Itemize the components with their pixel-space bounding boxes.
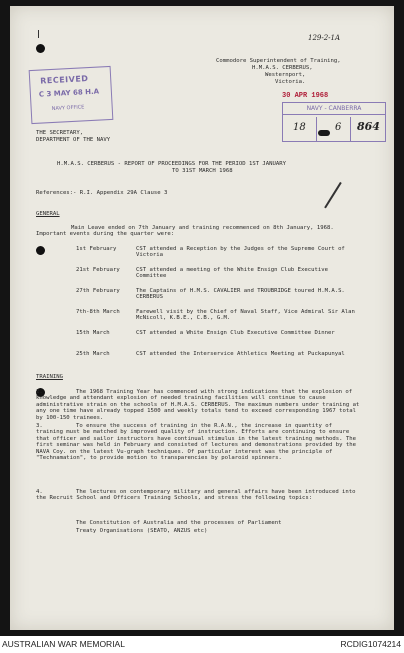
date-stamp: 30 APR 1968 [282,92,329,100]
event-text: The Captains of H.M.S. CAVALIER and TROUBRIDGE toured H.M.A.S. CERBERUS [136,288,345,301]
event-text: Farewell visit by the Chief of Naval Staff, Vice Admiral Sir Alan McNicoll, K.B.E., C.B., G.M. [136,309,355,322]
document-page [10,6,394,630]
navy-stamp-cell-2 [317,117,351,141]
received-stamp-date: C 3 MAY 68 H.A [38,87,100,99]
paragraph-number: 2. [36,389,43,395]
event-date: 15th March [76,330,110,336]
report-title-line-2: TO 31ST MARCH 1968 [172,168,233,174]
received-stamp [29,66,114,124]
received-stamp-word: RECEIVED [39,74,89,86]
addressee-line-3: Westernport, [265,72,306,78]
paragraph-number: 3. [36,423,43,429]
handwritten-slash [324,182,341,208]
event-text: CST attended a White Ensign Club Executive Committee Dinner [136,330,335,336]
footer-record-id: RCDIG1074214 [340,639,401,649]
paragraph-text: The 1968 Training Year has commenced with strong indications that the explosion of knowledge and attendant explosion of needed training facilities will continue to cause administrative strain on the schools of H.M.A.S. CERBERUS. The maximum numbers under training at any one time have already topped 1500 and weekly totals tend to exceed corresponding 1967 total by 100-150 trainees. [36,389,360,421]
punch-hole-top [36,44,45,53]
paragraph-text: To ensure the success of training in the R.A.N., the increase in quantity of training must be matched by improved quality of instruction. Efforts are continuing to ensure that officer and sailor instructors have continual stimulus in the latest training methods. The first seminar was held in February and consisted of lectures and demonstrations provided by the NAVA Coy. on the latest Vu-graph techniques. Of particular interest was the principle of "Technamation", to provide motion to transparencies by polaroid spinners. [36,423,356,462]
event-date: 7th-8th March [76,309,120,315]
navy-registry-stamp [282,102,386,142]
training-heading: TRAINING [36,374,63,380]
general-heading: GENERAL [36,211,60,217]
footer-source: AUSTRALIAN WAR MEMORIAL [2,639,125,649]
redaction-blot [318,130,330,136]
event-date: 27th February [76,288,120,294]
event-date: 21st February [76,267,120,273]
event-text: CST attended a Reception by the Judges of the Supreme Court of Victoria [136,246,345,259]
recipient-line-2: DEPARTMENT OF THE NAVY [36,137,111,143]
footer-bar [0,636,404,653]
references: References:- R.I. Appendix 29A Clause 3 [36,190,168,196]
report-title-line-1: H.M.A.S. CERBERUS - REPORT OF PROCEEDINGS FOR THE PERIOD 1ST JANUARY [57,161,287,167]
event-date: 1st February [76,246,117,252]
addressee-line-1: Commodore Superintendent of Training, [216,58,341,64]
general-paragraph: Main Leave ended on 7th January and training recommenced on 8th January, 1968. Important events during the quarter were: [36,225,334,238]
paragraph-text: The lectures on contemporary military and general affairs have been introduced into the Recruit School and Officers Training Schools, and stress the following topics: [36,489,356,502]
navy-stamp-number-1: 18 [293,122,306,133]
addressee-line-2: H.M.A.S. CERBERUS, [252,65,313,71]
event-date: 25th March [76,351,110,357]
punch-hole-middle [36,246,45,255]
topic-item: Treaty Organisations (SEATO, ANZUS etc) [76,528,208,534]
navy-stamp-number-3: 864 [357,120,380,133]
received-stamp-sub: NAVY OFFICE [51,104,85,113]
file-reference: 129-2-1A [308,34,341,42]
event-text: CST attended a meeting of the White Ensign Club Executive Committee [136,267,328,280]
recipient-line-1: THE SECRETARY, [36,130,84,136]
pencil-mark [38,30,43,38]
topic-item: The Constitution of Australia and the processes of Parliament [76,520,282,526]
event-text: CST attended the Interservice Athletics Meeting at Puckapunyal [136,351,345,357]
navy-stamp-header: NAVY - CANBERRA [283,105,385,115]
addressee-line-4: Victoria. [275,79,306,85]
navy-stamp-number-2: 6 [335,122,342,133]
paragraph-number: 4. [36,489,43,495]
